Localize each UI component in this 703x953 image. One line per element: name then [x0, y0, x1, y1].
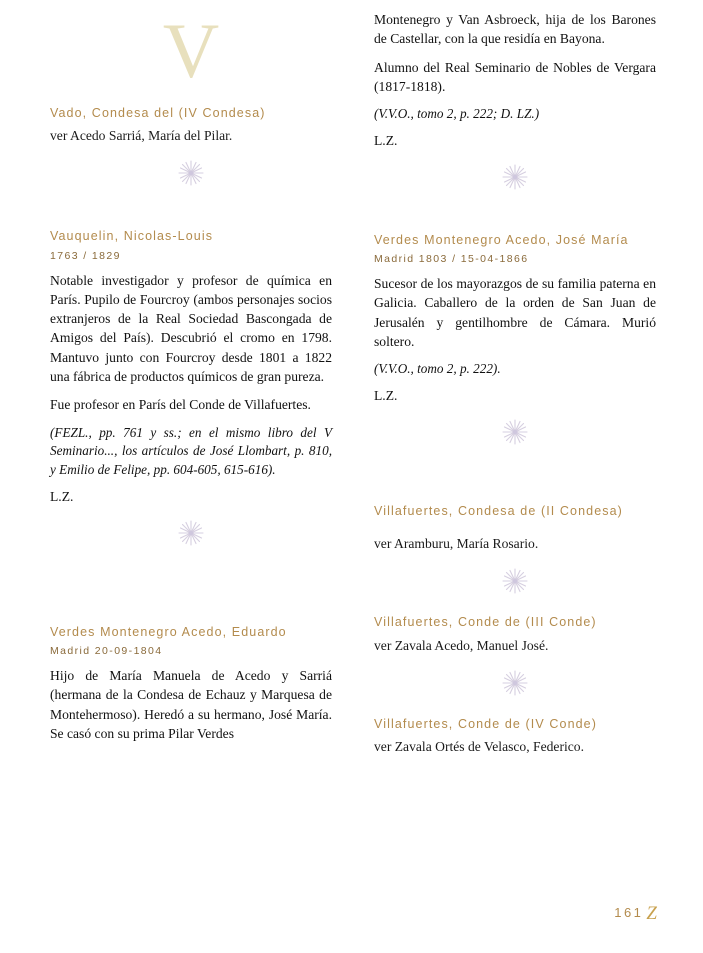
entry-paragraph: Hijo de María Manuela de Acedo y Sarriá (hermana de la Condesa de Echauz y Marquesa de Montehermoso). Heredó a su hermano, José María. Se casó con su prima Pilar Verdes	[50, 667, 332, 741]
entry-verdes-montenegro-jose-maria	[374, 231, 656, 404]
entry-title: Verdes Montenegro Acedo, José María	[374, 232, 629, 247]
entry-signature: L.Z.	[374, 387, 398, 403]
right-column	[374, 10, 656, 900]
entry-cross-reference: ver Acedo Sarriá, María del Pilar.	[50, 128, 233, 144]
entry-paragraph: Notable investigador y profesor de química en París. Pupilo de Fourcroy (ambos personajes socios extranjeros de la Real Sociedad Bascongada de Amigos del País). Descubrió el cromo en 1798. Mantuvo junto con Fourcroy desde 1801 a 1822 una fábrica de productos químicos de gran pureza.	[50, 272, 332, 385]
entry-signature: L.Z.	[50, 488, 74, 504]
ornament-divider-icon	[50, 159, 332, 187]
folio-number: 161	[614, 905, 644, 920]
entry-title: Villafuertes, Conde de (IV Conde)	[374, 716, 597, 731]
entry-title: Villafuertes, Conde de (III Conde)	[374, 615, 597, 630]
entry-dates: 1763 / 1829	[50, 249, 121, 262]
spacer	[374, 524, 656, 534]
entry-reference: (FEZL., pp. 761 y ss.; en el mismo libro del V Seminario..., los artículos de José Llombart, p. 810, y Emilio de Felipe, pp. 604-605, 615-616).	[50, 424, 332, 478]
entry-villafuertes-conde-iii	[374, 613, 656, 654]
entry-reference: (V.V.O., tomo 2, p. 222; D. LZ.)	[374, 106, 540, 122]
entry-cross-reference: ver Aramburu, María Rosario.	[374, 536, 539, 552]
ornament-divider-icon	[374, 567, 656, 595]
spacer	[50, 565, 332, 623]
folio-mark: Z	[646, 903, 659, 924]
entry-continuation	[374, 10, 656, 149]
entry-villafuertes-conde-iv	[374, 715, 656, 756]
ornament-divider-icon	[374, 669, 656, 697]
spacer	[374, 209, 656, 231]
entry-signature: L.Z.	[374, 132, 398, 148]
left-column	[50, 7, 332, 900]
spacer	[50, 205, 332, 227]
drop-cap-letter: V	[162, 7, 220, 94]
entry-title: Villafuertes, Condesa de (II Condesa)	[374, 503, 623, 518]
page-folio	[614, 901, 659, 923]
drop-cap-container	[50, 7, 332, 104]
entry-paragraph: Fue profesor en París del Conde de Villafuertes.	[50, 397, 311, 413]
continuation-paragraph: Montenegro y Van Asbroeck, hija de los Barones de Castellar, con la que residía en Bayona.	[374, 12, 656, 47]
spacer	[374, 464, 656, 502]
entry-cross-reference: ver Zavala Ortés de Velasco, Federico.	[374, 738, 584, 754]
ornament-divider-icon	[50, 519, 332, 547]
entry-title: Vauquelin, Nicolas-Louis	[50, 229, 214, 244]
entry-villafuertes-condesa-ii	[374, 502, 656, 553]
entry-reference: (V.V.O., tomo 2, p. 222).	[374, 361, 501, 377]
ornament-divider-icon	[374, 418, 656, 446]
entry-vado-condesa	[50, 104, 332, 145]
entry-vauquelin	[50, 227, 332, 504]
entry-verdes-montenegro-eduardo	[50, 623, 332, 743]
entry-title: Vado, Condesa del (IV Condesa)	[50, 106, 266, 120]
entry-title: Verdes Montenegro Acedo, Eduardo	[50, 624, 287, 639]
ornament-divider-icon	[374, 163, 656, 191]
entry-cross-reference: ver Zavala Acedo, Manuel José.	[374, 637, 549, 653]
entry-dates: Madrid 20-09-1804	[50, 644, 163, 657]
continuation-paragraph: Alumno del Real Seminario de Nobles de Vergara (1817-1818).	[374, 59, 656, 94]
entry-dates: Madrid 1803 / 15-04-1866	[374, 253, 529, 266]
entry-paragraph: Sucesor de los mayorazgos de su familia paterna en Galicia. Caballero de la orden de San Juan de Jerusalén y gentilhombre de Cámara. Murió soltero.	[374, 276, 656, 349]
